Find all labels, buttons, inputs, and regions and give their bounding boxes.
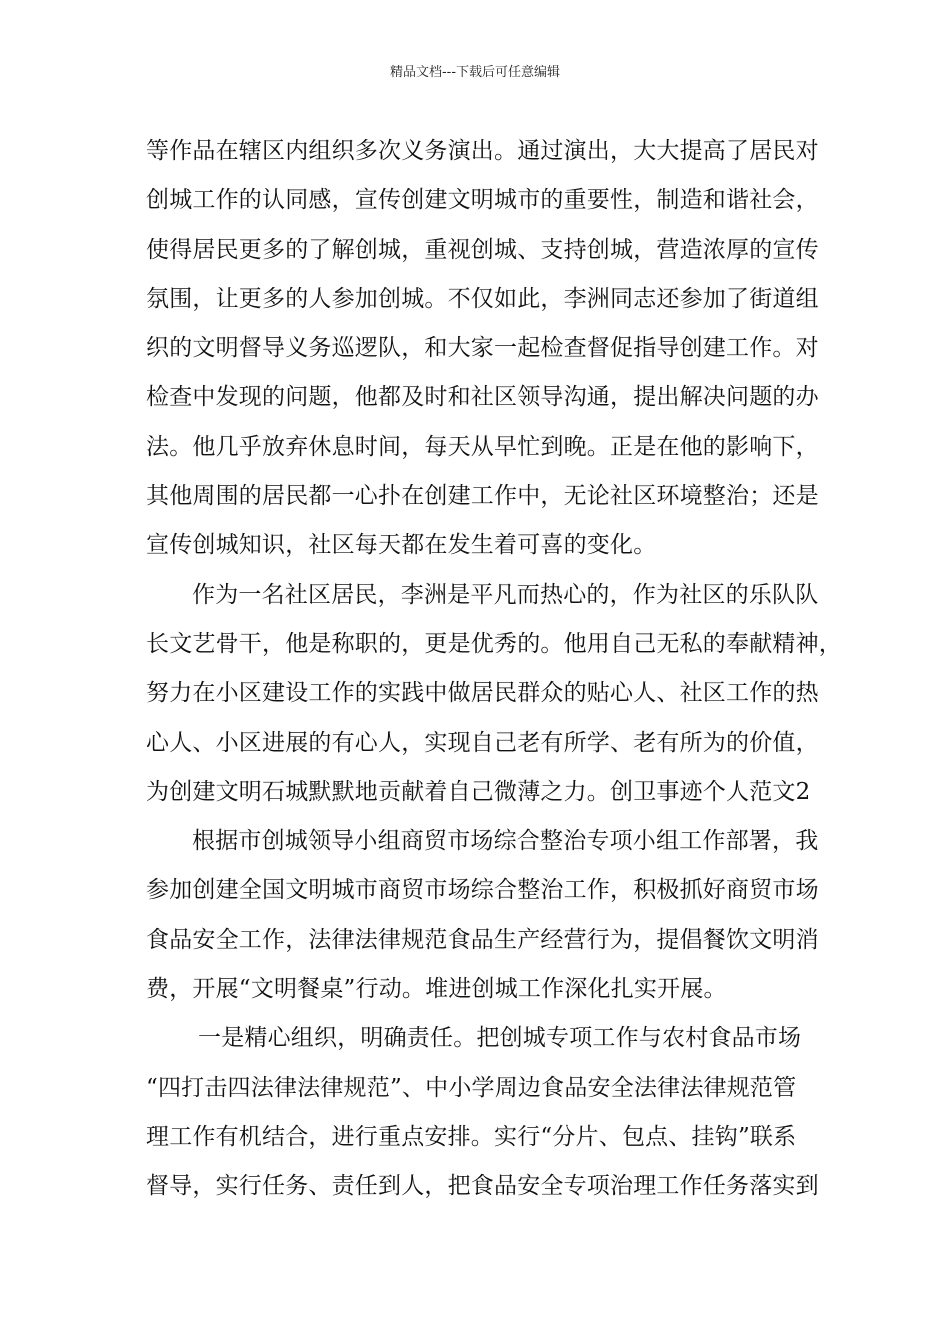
text-line: 使得居民更多的了解创城，重视创城、支持创城，营造浓厚的宣传 [146, 236, 819, 263]
paragraph-start-line: 一是精心组织，明确责任。把创城专项工作与农村食品市场 [198, 1025, 802, 1052]
page-header: 精品文档---下载后可任意编辑 [389, 65, 561, 80]
text-line: 检查中发现的问题，他都及时和社区领导沟通，提出解决问题的办 [146, 384, 819, 411]
text-line: 食品安全工作，法律法律规范食品生产经营行为，提倡餐饮文明消 [146, 926, 819, 953]
text-line: 织的文明督导义务巡逻队，和大家一起检查督促指导创建工作。对 [146, 335, 819, 362]
text-line: 氛围，让更多的人参加创城。不仅如此，李洲同志还参加了街道组 [146, 285, 819, 312]
text-line: 创城工作的认同感，宣传创建文明城市的重要性，制造和谐社会， [146, 187, 819, 214]
text-line: 努力在小区建设工作的实践中做居民群众的贴心人、社区工作的热 [146, 680, 819, 707]
text-line: “四打击四法律法律规范”、中小学周边食品安全法律法律规范管 [146, 1074, 797, 1101]
document-body [146, 127, 842, 1212]
text-line: 心人、小区进展的有心人，实现自己老有所学、老有所为的价值， [146, 729, 819, 756]
text-line: 其他周围的居民都一心扑在创建工作中，无论社区环境整治；还是 [146, 483, 819, 510]
text-line: 为创建文明石城默默地贡献着自己微薄之力。创卫事迹个人范文2 [146, 778, 811, 805]
text-line: 长文艺骨干，他是称职的，更是优秀的。他用自己无私的奉献精神， [146, 630, 842, 657]
text-line: 费，开展“文明餐桌”行动。堆进创城工作深化扎实开展。 [146, 976, 727, 1003]
text-line: 理工作有机结合，进行重点安排。实行“分片、包点、挂钩”联系 [146, 1123, 797, 1150]
text-line: 法。他几乎放弃休息时间，每天从早忙到晚。正是在他的影响下， [146, 433, 819, 460]
text-line: 等作品在辖区内组织多次义务演出。通过演出，大大提高了居民对 [146, 138, 819, 164]
paragraph-start-line: 根据市创城领导小组商贸市场综合整治专项小组工作部署，我 [192, 828, 819, 855]
text-line: 宣传创城知识，社区每天都在发生着可喜的变化。 [146, 532, 657, 559]
paragraph-start-line: 作为一名社区居民，李洲是平凡而热心的，作为社区的乐队队 [192, 581, 819, 608]
text-line: 督导，实行任务、责任到人，把食品安全专项治理工作任务落实到 [146, 1173, 819, 1200]
text-line: 参加创建全国文明城市商贸市场综合整治工作，积极抓好商贸市场 [146, 877, 819, 904]
